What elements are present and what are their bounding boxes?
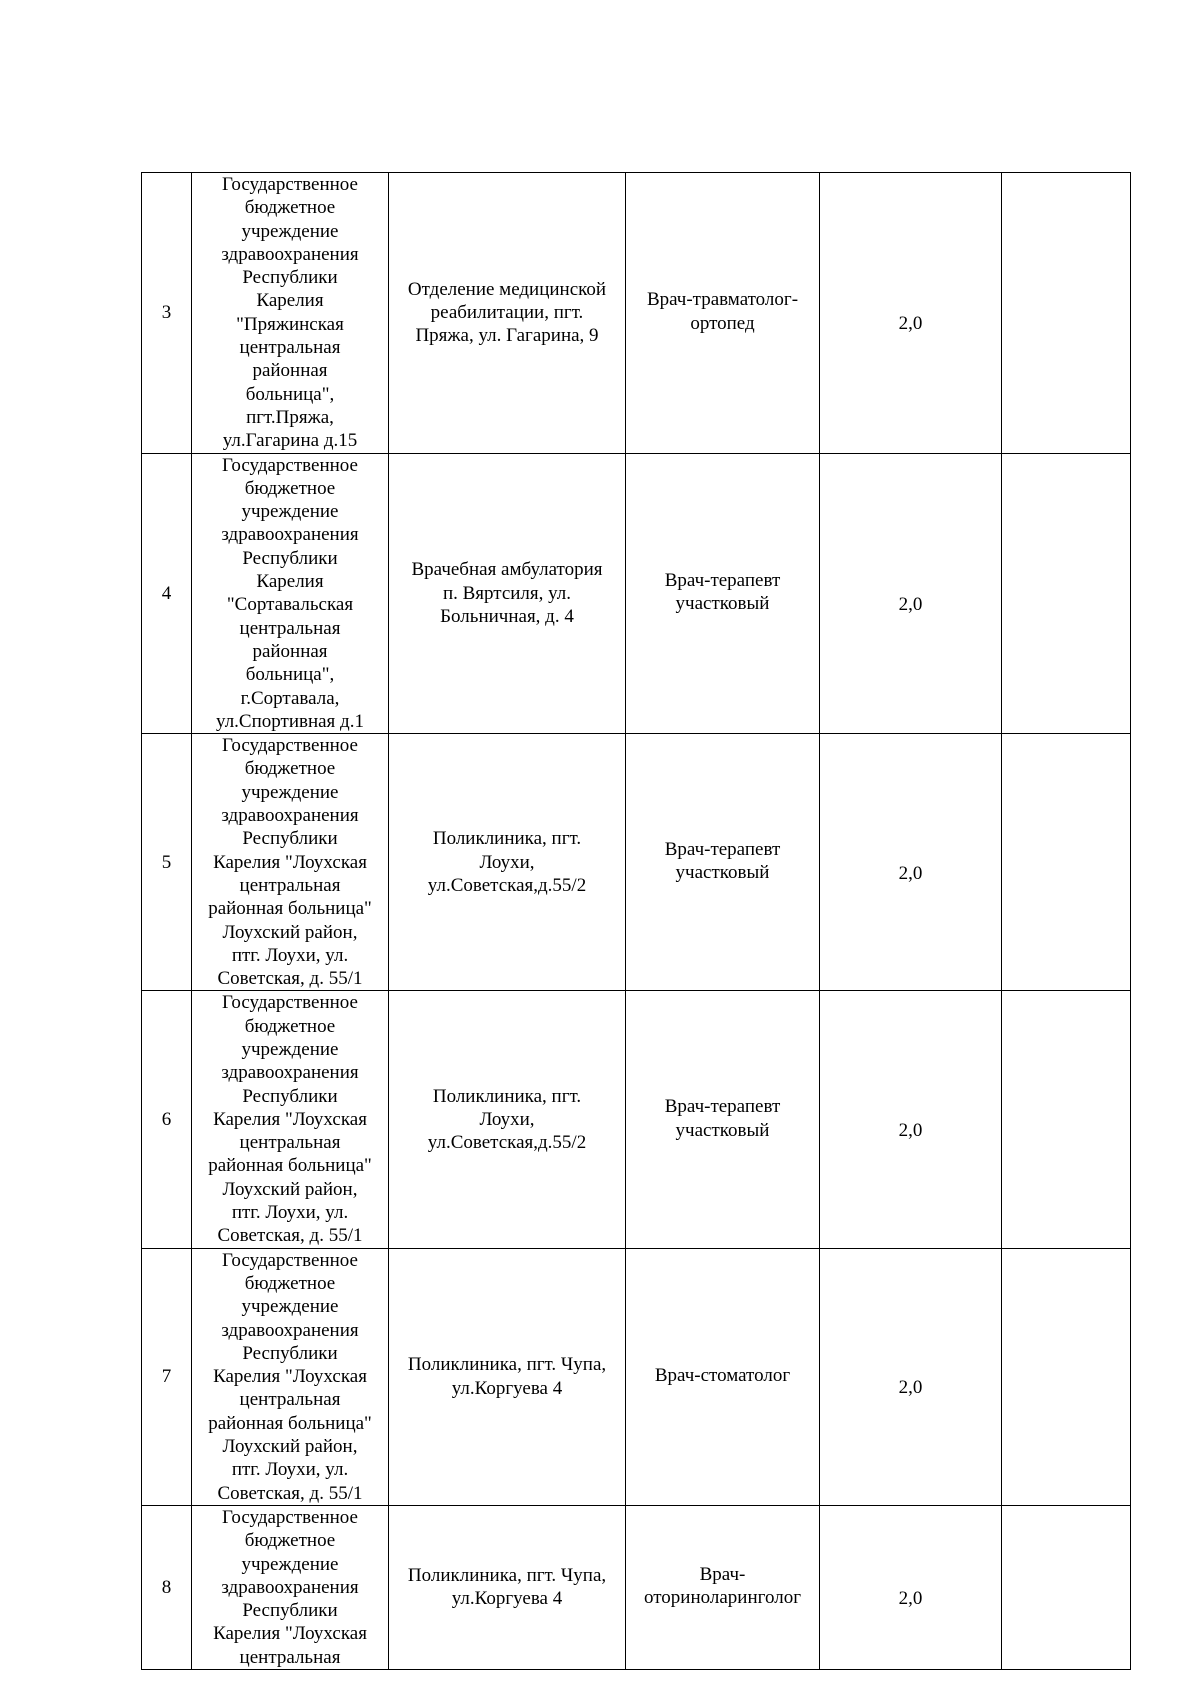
- position-title: Врач- оториноларинголог: [644, 1564, 801, 1609]
- position-cell: [626, 453, 820, 734]
- position-title: Врач-травматолог- ортопед: [646, 289, 799, 334]
- address-cell: [389, 1248, 626, 1505]
- row-number: 6: [161, 1108, 172, 1130]
- extra-cell: [1002, 734, 1131, 991]
- organization-name: Государственное бюджетное учреждение здравоохранения Республики Карелия "Лоухская центральная районная больница" Лоухский район, птг. Лоухи, ул. Советская, д. 55/1: [208, 735, 372, 990]
- organization-cell: [192, 991, 389, 1248]
- address-cell: [389, 453, 626, 734]
- row-number-cell: [142, 1248, 192, 1505]
- row-number-cell: [142, 1505, 192, 1669]
- position-cell: [626, 1505, 820, 1669]
- organization-cell: [192, 734, 389, 991]
- position-cell: [626, 734, 820, 991]
- address-cell: [389, 734, 626, 991]
- row-number-cell: [142, 734, 192, 991]
- position-title: Врач-стоматолог: [654, 1365, 791, 1387]
- workplace-address: Поликлиника, пгт. Чупа, ул.Коргуева 4: [407, 1354, 607, 1399]
- row-number-cell: [142, 173, 192, 454]
- position-title: Врач-терапевт участковый: [664, 1096, 781, 1141]
- row-number-cell: [142, 991, 192, 1248]
- rate-value: 2,0: [898, 1119, 923, 1141]
- value-cell: [820, 734, 1002, 991]
- extra-cell: [1002, 1505, 1131, 1669]
- rate-value: 2,0: [898, 1587, 923, 1609]
- rate-value: 2,0: [898, 1377, 923, 1399]
- workplace-address: Поликлиника, пгт. Чупа, ул.Коргуева 4: [407, 1565, 607, 1610]
- organization-name: Государственное бюджетное учреждение здравоохранения Республики Карелия "Сортавальская центральная районная больница", г.Сортавала, ул.Спортивная д.1: [216, 454, 364, 732]
- workplace-address: Поликлиника, пгт. Лоухи, ул.Советская,д.55/2: [427, 828, 587, 896]
- organization-name: Государственное бюджетное учреждение здравоохранения Республики Карелия "Лоухская центральная районная больница" Лоухский район, птг. Лоухи, ул. Советская, д. 55/1: [208, 992, 372, 1247]
- row-number-cell: [142, 453, 192, 734]
- position-cell: [626, 1248, 820, 1505]
- position-cell: [626, 173, 820, 454]
- workplace-address: Врачебная амбулатория п. Вяртсиля, ул. Больничная, д. 4: [411, 559, 603, 627]
- workplace-address: Отделение медицинской реабилитации, пгт. Пряжа, ул. Гагарина, 9: [407, 278, 607, 347]
- address-cell: [389, 173, 626, 454]
- address-cell: [389, 991, 626, 1248]
- extra-cell: [1002, 1248, 1131, 1505]
- value-cell: [820, 1505, 1002, 1669]
- table-row: [142, 453, 1131, 734]
- extra-cell: [1002, 173, 1131, 454]
- table-row: [142, 734, 1131, 991]
- position-title: Врач-терапевт участковый: [664, 838, 781, 884]
- rate-value: 2,0: [898, 593, 923, 615]
- rate-value: 2,0: [898, 862, 923, 884]
- organization-cell: [192, 1505, 389, 1669]
- address-cell: [389, 1505, 626, 1669]
- table-row: [142, 173, 1131, 454]
- organization-name: Государственное бюджетное учреждение здравоохранения Республики Карелия "Лоухская центральная районная больница" Лоухский район, птг. Лоухи, ул. Советская, д. 55/1: [208, 1249, 372, 1504]
- position-cell: [626, 991, 820, 1248]
- value-cell: [820, 1248, 1002, 1505]
- table-row: [142, 1248, 1131, 1505]
- workplace-address: Поликлиника, пгт. Лоухи, ул.Советская,д.55/2: [427, 1085, 587, 1154]
- extra-cell: [1002, 991, 1131, 1248]
- position-title: Врач-терапевт участковый: [664, 570, 781, 615]
- organization-cell: [192, 453, 389, 734]
- row-number: 4: [161, 582, 172, 604]
- extra-cell: [1002, 453, 1131, 734]
- value-cell: [820, 173, 1002, 454]
- value-cell: [820, 991, 1002, 1248]
- row-number: 8: [161, 1576, 172, 1598]
- row-number: 5: [161, 851, 172, 873]
- value-cell: [820, 453, 1002, 734]
- vacancy-table: [141, 172, 1131, 1670]
- table-row: [142, 991, 1131, 1248]
- rate-value: 2,0: [898, 313, 923, 335]
- table-row: [142, 1505, 1131, 1669]
- organization-cell: [192, 173, 389, 454]
- organization-cell: [192, 1248, 389, 1505]
- row-number: 3: [161, 302, 172, 324]
- row-number: 7: [161, 1366, 172, 1388]
- organization-name: Государственное бюджетное учреждение здравоохранения Республики Карелия "Лоухская центральная: [213, 1506, 367, 1668]
- organization-name: Государственное бюджетное учреждение здравоохранения Республики Карелия "Пряжинская центральная районная больница", пгт.Пряжа, ул.Гагарина д.15: [221, 174, 359, 452]
